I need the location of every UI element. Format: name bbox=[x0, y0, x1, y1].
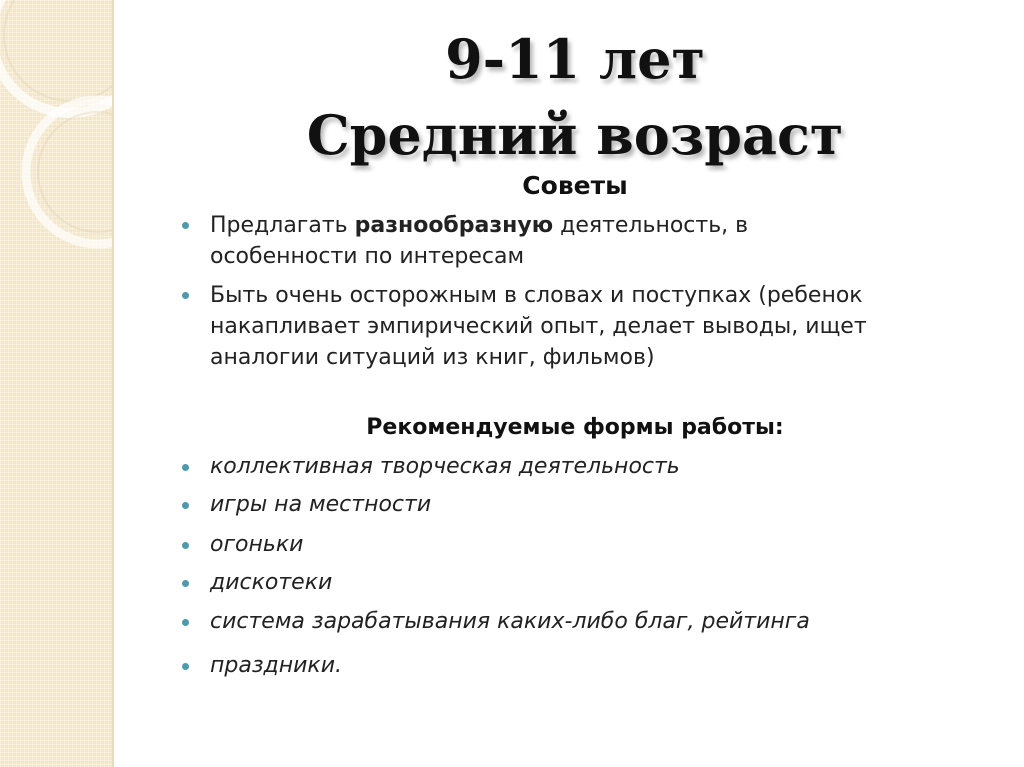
form-text: игры на местности bbox=[210, 492, 432, 517]
bullet-icon bbox=[182, 464, 189, 471]
tips-heading: Советы bbox=[522, 171, 628, 200]
bullet-icon bbox=[182, 663, 189, 670]
forms-heading: Рекомендуемые формы работы: bbox=[366, 415, 784, 440]
sidebar-divider bbox=[112, 0, 114, 767]
bullet-icon bbox=[182, 502, 189, 509]
title-line-1: 9-11 лет bbox=[445, 27, 705, 91]
form-text: коллективная творческая деятельность bbox=[210, 454, 680, 479]
bullet-icon bbox=[182, 292, 189, 299]
bullet-icon bbox=[182, 619, 189, 626]
decorative-circles bbox=[0, 0, 112, 767]
title-line-2: Средний возраст bbox=[306, 103, 844, 167]
tip-text: Быть очень осторожным в словах и поступках (ребенок накапливает эмпирический опыт, делает выводы, ищет аналогии ситуаций из книг, фильмов) bbox=[210, 283, 867, 370]
form-text: дискотеки bbox=[210, 570, 333, 595]
bullet-icon bbox=[182, 580, 189, 587]
decorative-sidebar bbox=[0, 0, 112, 767]
bullet-icon bbox=[182, 542, 189, 549]
tip-text: Предлагать разнообразную деятельность, в особенности по интересам bbox=[210, 213, 749, 269]
form-text: огоньки bbox=[210, 532, 304, 557]
form-text: система зарабатывания каких-либо благ, рейтинга bbox=[210, 609, 810, 634]
form-text: праздники. bbox=[210, 653, 342, 678]
bullet-icon bbox=[182, 222, 189, 229]
emphasis-text: разнообразную bbox=[354, 213, 554, 238]
